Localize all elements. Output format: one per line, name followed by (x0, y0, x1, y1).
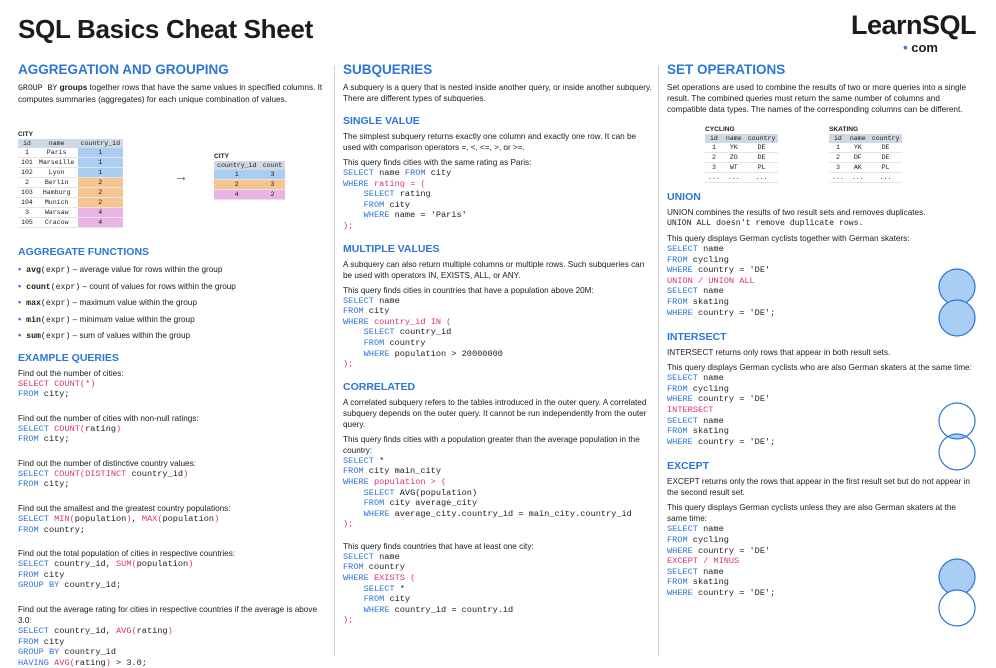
table-cell: Lyon (36, 168, 78, 178)
aggregate-function-item: • count(expr) – count of values for rows within the group (18, 280, 236, 292)
table-cell: 4 (214, 190, 260, 200)
table-cell: 103 (18, 188, 36, 198)
table-cell: 104 (18, 198, 36, 208)
logo-sub: • com (903, 40, 938, 55)
table-cell: ... (705, 173, 723, 183)
except-code: SELECT name FROM cycling WHERE country = 'DE' EXCEPT / MINUS SELECT name FROM skating WHERE country = 'DE'; (667, 524, 776, 598)
set-operations-heading: SET OPERATIONS (667, 62, 786, 77)
table-cell: Cracow (36, 218, 78, 228)
table-cell: 1 (214, 170, 260, 180)
multiple-values-desc: A subquery can also return multiple columns or multiple rows. Such subqueries can be used with operators IN, EXISTS, ALL, or ANY. (343, 259, 645, 280)
intersect-example: This query displays German cyclists who are also German skaters at the same time: (667, 363, 972, 373)
single-value-desc: The simplest subquery returns exactly one column and exactly one row. It can be used with comparison operators =, <, <=, >, or >=. (343, 132, 637, 152)
set-operations-intro: Set operations are used to combine the results of two or more queries into a single result. The combined queries must return the same number of columns and compatible data types. The names of the corresponding columns can be different. (667, 83, 967, 114)
aggregate-function-item: • sum(expr) – sum of values within the group (18, 330, 191, 341)
table-header: name (36, 139, 78, 148)
table-row (705, 173, 778, 183)
example-6-code: SELECT country_id, AVG(rating) FROM city GROUP BY country_id HAVING AVG(rating) > 3.0; (18, 626, 173, 668)
table-row (18, 208, 123, 218)
table-row (18, 178, 123, 188)
single-value-example: This query finds cities with the same rating as Paris: (343, 158, 532, 167)
table-header: id (18, 139, 36, 148)
grouped-result-table (214, 152, 285, 200)
except-desc: EXCEPT returns only the rows that appear in the first result set but do not appear in the second result set. (667, 477, 970, 498)
intersect-heading: INTERSECT (667, 331, 727, 344)
aggregation-column (18, 62, 328, 668)
table-cell: 101 (18, 158, 36, 168)
subqueries-intro: A subquery is a query that is nested inside another query, or inside another subquery. There are different types of subqueries. (343, 83, 652, 103)
table-header: count (260, 161, 286, 170)
correlated-code-2: SELECT name FROM country WHERE EXISTS ( SELECT * FROM city WHERE country_id = country.id ); (343, 551, 514, 626)
example-4-code: SELECT MIN(population), MAX(population) FROM country; (18, 514, 220, 535)
table-cell: 2 (78, 188, 124, 198)
table-cell: 1 (829, 143, 847, 153)
example-3-desc: Find out the number of distinctive country values: (18, 458, 196, 468)
set-tables (667, 125, 977, 191)
table-cell: 1 (78, 148, 124, 158)
table-cell: 102 (18, 168, 36, 178)
table-header: country_id (78, 139, 124, 148)
table-cell: YK (723, 143, 745, 153)
table-row (214, 190, 285, 200)
page-title: SQL Basics Cheat Sheet (18, 14, 313, 44)
table-cell: 1 (18, 148, 36, 158)
set-operations-column (667, 62, 977, 598)
example-1-desc: Find out the number of cities: (18, 368, 124, 378)
table-cell: 1 (78, 158, 124, 168)
table-header: country (869, 134, 903, 143)
table-row (705, 163, 778, 173)
table-cell: 2 (18, 178, 36, 188)
table-cell: YK (847, 143, 869, 153)
table-caption: SKATING (829, 126, 859, 133)
intersect-code: SELECT name FROM cycling WHERE country = 'DE' INTERSECT SELECT name FROM skating WHERE country = 'DE'; (667, 373, 776, 447)
union-desc-2: UNION ALL doesn't remove duplicate rows. (667, 219, 864, 228)
table-row (705, 153, 778, 163)
multiple-values-example: This query finds cities in countries that have a population above 20M: (343, 285, 594, 295)
correlated-example-2: This query finds countries that have at least one city: (343, 541, 534, 551)
group-by-illustration (18, 130, 328, 236)
table-cell: 1 (705, 143, 723, 153)
table-cell: 2 (78, 178, 124, 188)
table-header: id (705, 134, 723, 143)
city-table (18, 130, 123, 228)
table-header: id (829, 134, 847, 143)
subqueries-heading: SUBQUERIES (343, 62, 433, 77)
table-cell: DE (745, 143, 779, 153)
union-example: This query displays German cyclists together with German skaters: (667, 234, 910, 243)
table-row (829, 163, 902, 173)
table-row (829, 173, 902, 183)
table-cell: 3 (829, 163, 847, 173)
single-value-code: SELECT name FROM city WHERE rating = ( SELECT rating FROM city WHERE name = 'Paris' ); (343, 168, 467, 231)
learnsql-logo[interactable] (851, 12, 976, 54)
except-venn-diagram (936, 558, 978, 628)
aggregation-intro: GROUP BY groups together rows that have the same values in specified columns. It computes summaries (aggregates) for each unique combination of values. (18, 83, 323, 104)
subqueries-column (343, 62, 653, 626)
table-cell: Marseille (36, 158, 78, 168)
table-row (18, 168, 123, 178)
table-cell: 2 (260, 190, 286, 200)
cycling-table (705, 125, 778, 183)
multiple-values-heading: MULTIPLE VALUES (343, 242, 440, 255)
table-cell: ZG (723, 153, 745, 163)
table-cell: Hamburg (36, 188, 78, 198)
intersect-desc: INTERSECT returns only rows that appear in both result sets. (667, 348, 891, 358)
table-caption: CITY (214, 153, 230, 160)
table-cell: 3 (260, 180, 286, 190)
aggregation-heading: AGGREGATION AND GROUPING (18, 62, 229, 77)
aggregate-functions-list (18, 262, 328, 345)
example-5-code: SELECT country_id, SUM(population) FROM city GROUP BY country_id; (18, 559, 194, 591)
logo-main: LearnSQL (850, 10, 976, 40)
table-cell: 4 (78, 208, 124, 218)
correlated-desc: A correlated subquery refers to the tables introduced in the outer query. A correlated subquery depends on the outer query. It cannot be run independently from the outer query. (343, 397, 647, 429)
column-divider-2 (658, 66, 659, 656)
table-cell: ... (869, 173, 903, 183)
table-caption: CITY (18, 131, 34, 138)
except-heading: EXCEPT (667, 460, 710, 473)
correlated-example-1: This query finds cities with a population greater than the average population in the country: (343, 434, 640, 455)
table-row (18, 158, 123, 168)
example-2-code: SELECT COUNT(rating) FROM city; (18, 423, 122, 445)
table-cell: DE (869, 143, 903, 153)
table-cell: PL (869, 163, 903, 173)
table-row (18, 188, 123, 198)
example-4-desc: Find out the smallest and the greatest country populations: (18, 504, 231, 514)
aggregate-function-item: • max(expr) – maximum value within the group (18, 297, 197, 308)
table-cell: ... (847, 173, 869, 183)
table-row (829, 143, 902, 153)
table-cell: PL (745, 163, 779, 173)
multiple-values-code: SELECT name FROM city WHERE country_id IN ( SELECT country_id FROM country WHERE population > 20000000 ); (343, 295, 503, 370)
table-row (214, 170, 285, 180)
example-6-desc: Find out the average rating for cities in respective countries if the average is above 3.0: (18, 605, 318, 626)
table-header: name (847, 134, 869, 143)
table-cell: Warsaw (36, 208, 78, 218)
example-queries-heading: EXAMPLE QUERIES (18, 351, 119, 364)
single-value-heading: SINGLE VALUE (343, 115, 420, 127)
union-heading: UNION (667, 191, 701, 203)
table-cell: 3 (260, 170, 286, 180)
except-example: This query displays German cyclists unless they are also German skaters at the same time: (667, 503, 956, 524)
table-cell: 3 (705, 163, 723, 173)
union-venn-diagram (936, 268, 978, 338)
table-cell: Berlin (36, 178, 78, 188)
aggregate-functions-heading: AGGREGATE FUNCTIONS (18, 246, 150, 258)
column-divider-1 (334, 66, 335, 656)
table-cell: DF (847, 153, 869, 163)
table-cell: ... (829, 173, 847, 183)
table-header: name (723, 134, 745, 143)
example-1-code: SELECT COUNT(*) FROM city; (18, 378, 96, 400)
table-header: country_id (214, 161, 260, 170)
arrow-icon: → (174, 168, 188, 184)
correlated-heading: CORRELATED (343, 380, 416, 393)
table-cell: ... (723, 173, 745, 183)
table-row (18, 148, 123, 158)
aggregate-function-item: • avg(expr) – average value for rows within the group (18, 264, 223, 275)
table-caption: CYCLING (705, 126, 735, 133)
table-cell: 2 (78, 198, 124, 208)
intersect-venn-diagram (936, 402, 978, 472)
table-header: country (745, 134, 779, 143)
aggregate-function-item: • min(expr) – minimum value within the group (18, 313, 195, 325)
example-5-desc: Find out the total population of cities in respective countries: (18, 549, 236, 559)
table-cell: Munich (36, 198, 78, 208)
union-code: SELECT name FROM cycling WHERE country = 'DE' UNION / UNION ALL SELECT name FROM skating WHERE country = 'DE'; (667, 244, 776, 318)
table-cell: 2 (829, 153, 847, 163)
correlated-code-1: SELECT * FROM city main_city WHERE population > ( SELECT AVG(population) FROM city average_city WHERE average_city.country_id = main_city.country_id ); (343, 455, 632, 530)
table-cell: DE (869, 153, 903, 163)
union-desc-1: UNION combines the results of two result sets and removes duplicates. (667, 208, 926, 217)
table-cell: 3 (18, 208, 36, 218)
table-cell: WT (723, 163, 745, 173)
table-cell: 105 (18, 218, 36, 228)
table-cell: 2 (214, 180, 260, 190)
table-cell: 2 (705, 153, 723, 163)
table-cell: ... (745, 173, 779, 183)
table-row (18, 198, 123, 208)
table-cell: AK (847, 163, 869, 173)
table-cell: Paris (36, 148, 78, 158)
table-cell: 4 (78, 218, 124, 228)
table-row (829, 153, 902, 163)
table-cell: DE (745, 153, 779, 163)
table-cell: 1 (78, 168, 124, 178)
table-row (705, 143, 778, 153)
skating-table (829, 125, 902, 183)
table-row (18, 218, 123, 228)
example-3-code: SELECT COUNT(DISTINCT country_id) FROM city; (18, 468, 189, 490)
table-row (214, 180, 285, 190)
example-2-desc: Find out the number of cities with non-null ratings: (18, 413, 199, 423)
